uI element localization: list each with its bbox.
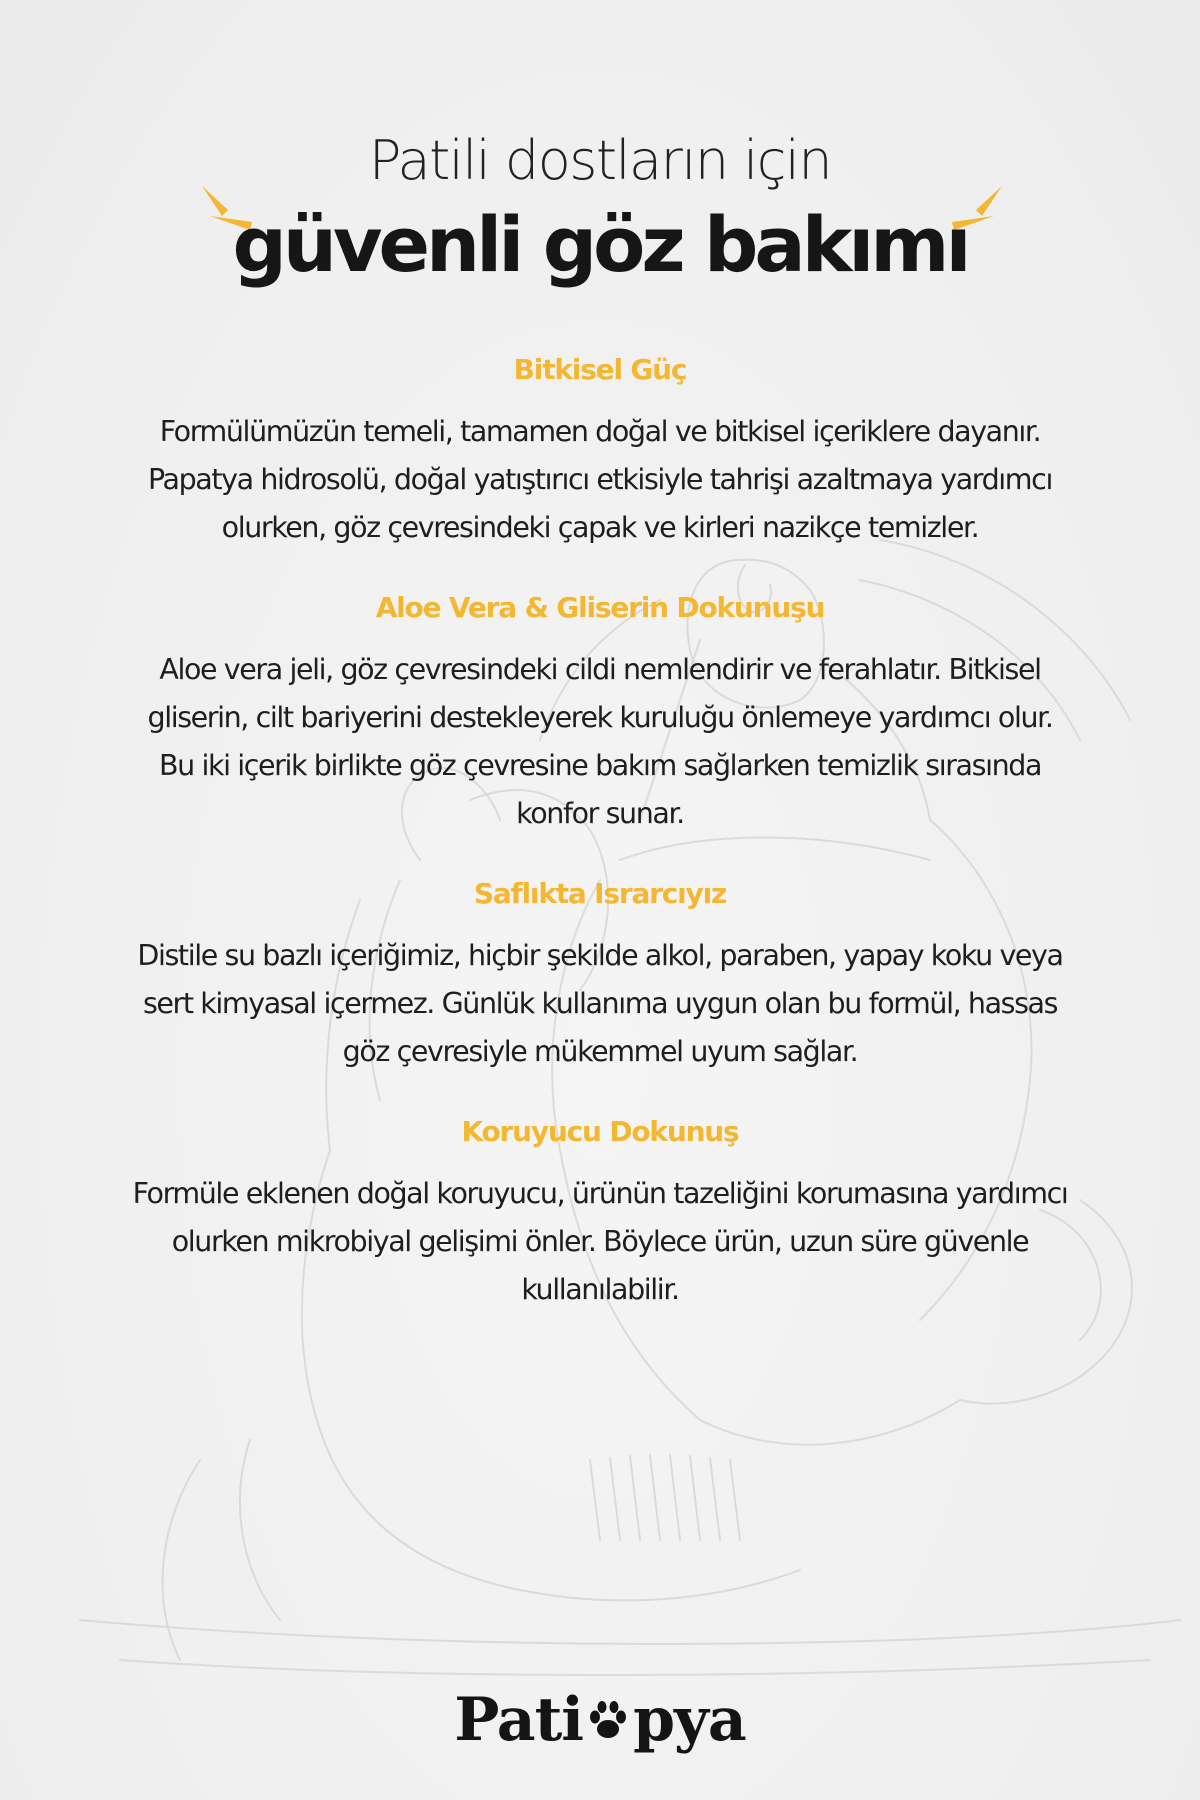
section-title: Aloe Vera & Gliserin Dokunuşu <box>375 591 825 624</box>
content-sections <box>130 350 1070 1350</box>
page-header <box>0 128 1200 290</box>
section-saflik <box>130 874 1070 1076</box>
section-title: Koruyucu Dokunuş <box>461 1115 739 1148</box>
title-line-2: güvenli göz bakımı <box>232 200 968 289</box>
title-line-1: Patili dostların için <box>368 129 832 192</box>
section-koruyucu <box>130 1112 1070 1314</box>
logo-text-start: Pati <box>454 1685 584 1755</box>
section-aloe-vera <box>130 588 1070 838</box>
section-text: Formüle eklenen doğal koruyucu, ürünün tazeliğini korumasına yardımcı olurken mikrobiyal gelişimi önler. Böylece ürün, uzun süre güvenle kullanılabilir. <box>132 1177 1068 1306</box>
section-text: Formülümüzün temeli, tamamen doğal ve bitkisel içeriklere dayanır. Papatya hidrosolü, doğal yatıştırıcı etkisiyle tahrişi azaltmaya yardımcı olurken, göz çevresindeki çapak ve kirleri nazikçe temizler. <box>148 415 1052 544</box>
section-text: Aloe vera jeli, göz çevresindeki cildi nemlendirir ve ferahlatır. Bitkisel gliserin, cilt bariyerini destekleyerek kuruluğu önlemeye yardımcı olur. Bu iki içerik birlikte göz çevresine bakım sağlarken temizlik sırasında konfor sunar. <box>147 653 1053 830</box>
section-title: Saflıkta Israrcıyız <box>473 877 727 910</box>
section-title: Bitkisel Güç <box>513 353 687 386</box>
paw-icon <box>585 1698 631 1744</box>
brand-logo <box>0 1685 1200 1755</box>
logo-text-end: pya <box>633 1685 746 1755</box>
section-bitkisel-guc <box>130 350 1070 552</box>
section-text: Distile su bazlı içeriğimiz, hiçbir şekilde alkol, paraben, yapay koku veya sert kimyasal içermez. Günlük kullanıma uygun olan bu formül, hassas göz çevresiyle mükemmel uyum sağlar. <box>137 939 1063 1068</box>
